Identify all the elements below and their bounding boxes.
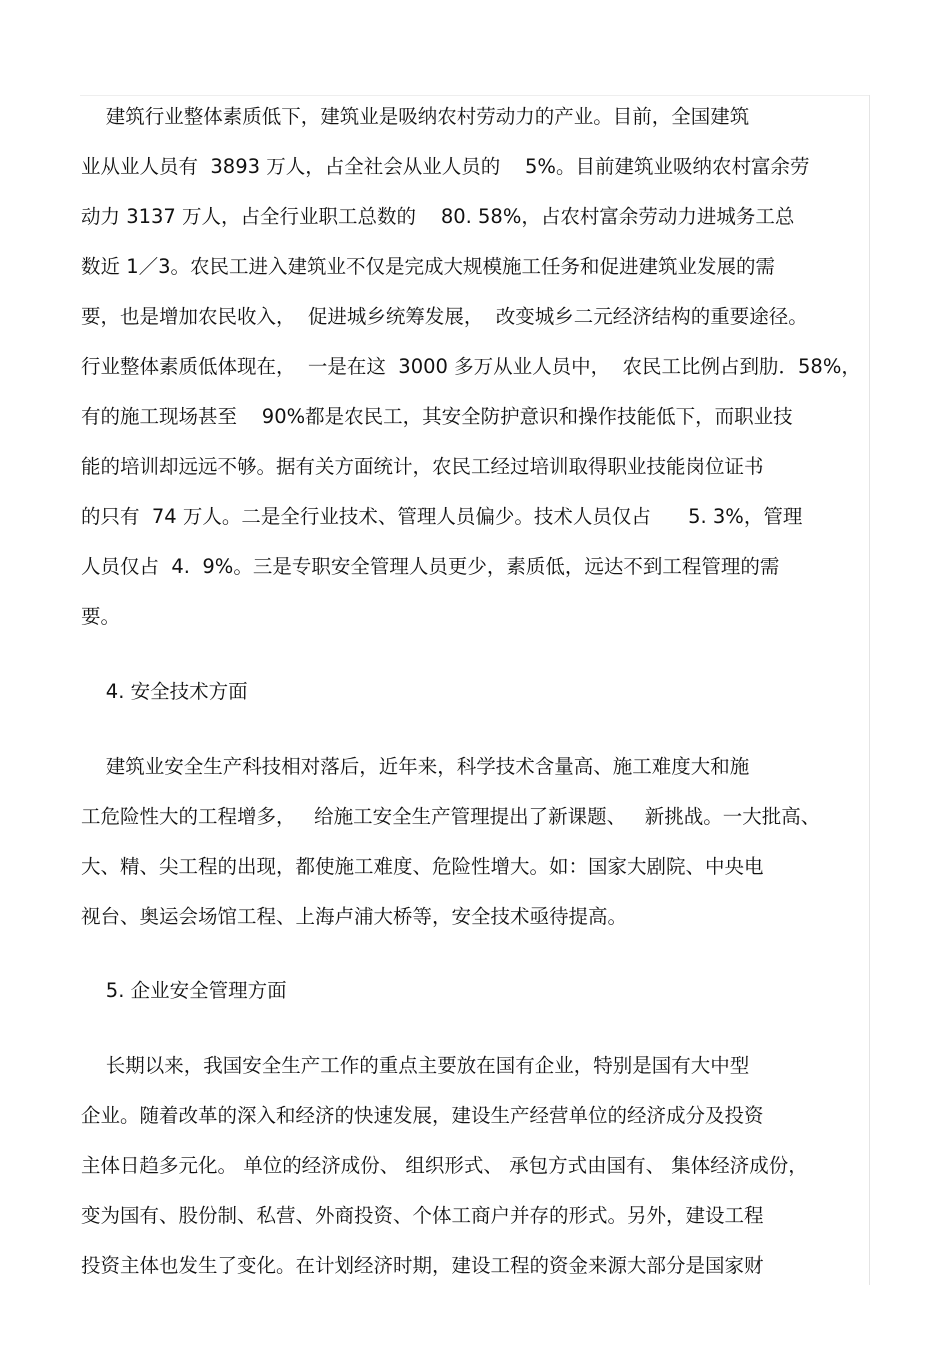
paragraph-1-line: 人员仅占 4. 9%。三是专职安全管理人员更少，素质低，远达不到工程管理的需	[81, 555, 780, 578]
paragraph-1-line: 有的施工现场甚至 90%都是农民工，其安全防护意识和操作技能低下，而职业技	[81, 405, 793, 428]
paragraph-1-line: 的只有 74 万人。二是全行业技术、管理人员偏少。技术人员仅占 5. 3%，管理	[81, 505, 803, 528]
paragraph-1-line: 能的培训却远远不够。据有关方面统计，农民工经过培训取得职业技能岗位证书	[81, 455, 764, 478]
paragraph-1-line: 要。	[81, 605, 121, 628]
paragraph-3-line: 投资主体也发生了变化。在计划经济时期，建设工程的资金来源大部分是国家财	[81, 1254, 764, 1277]
paragraph-3-line: 企业。随着改革的深入和经济的快速发展，建设生产经营单位的经济成分及投资	[81, 1104, 764, 1127]
paragraph-1-line: 行业整体素质低体现在， 一是在这 3000 多万从业人员中， 农民工比例占到肋．58%，	[81, 355, 861, 378]
paragraph-1-line: 建筑行业整体素质低下，建筑业是吸纳农村劳动力的产业。目前，全国建筑	[81, 105, 750, 128]
section-heading: 4. 安全技术方面	[81, 680, 248, 703]
paragraph-3-line: 变为国有、股份制、私营、外商投资、个体工商户并存的形式。另外，建设工程	[81, 1204, 764, 1227]
paragraph-1-line: 业从业人员有 3893 万人，占全社会从业人员的 5%。目前建筑业吸纳农村富余劳	[81, 155, 810, 178]
paragraph-2-line: 大、精、尖工程的出现，都使施工难度、危险性增大。如：国家大剧院、中央电	[81, 855, 764, 878]
paragraph-3-line: 主体日趋多元化。 单位的经济成份、 组织形式、 承包方式由国有、 集体经济成份，	[81, 1154, 808, 1177]
paragraph-2-line: 建筑业安全生产科技相对落后，近年来，科学技术含量高、施工难度大和施	[81, 755, 750, 778]
page-top-border	[80, 95, 870, 96]
paragraph-1-line: 数近 1／3。农民工进入建筑业不仅是完成大规模施工任务和促进建筑业发展的需	[81, 255, 776, 278]
paragraph-3-line: 长期以来，我国安全生产工作的重点主要放在国有企业，特别是国有大中型	[81, 1054, 750, 1077]
paragraph-2-line: 工危险性大的工程增多， 给施工安全生产管理提出了新课题、 新挑战。一大批高、	[81, 805, 821, 828]
paragraph-2-line: 视台、奥运会场馆工程、上海卢浦大桥等，安全技术亟待提高。	[81, 905, 628, 928]
page-right-border	[869, 95, 870, 1285]
paragraph-1-line: 动力 3137 万人，占全行业职工总数的 80. 58%，占农村富余劳动力进城务工总	[81, 205, 795, 228]
paragraph-1-line: 要，也是增加农民收入， 促进城乡统筹发展， 改变城乡二元经济结构的重要途径。	[81, 305, 808, 328]
section-heading: 5. 企业安全管理方面	[81, 979, 287, 1002]
